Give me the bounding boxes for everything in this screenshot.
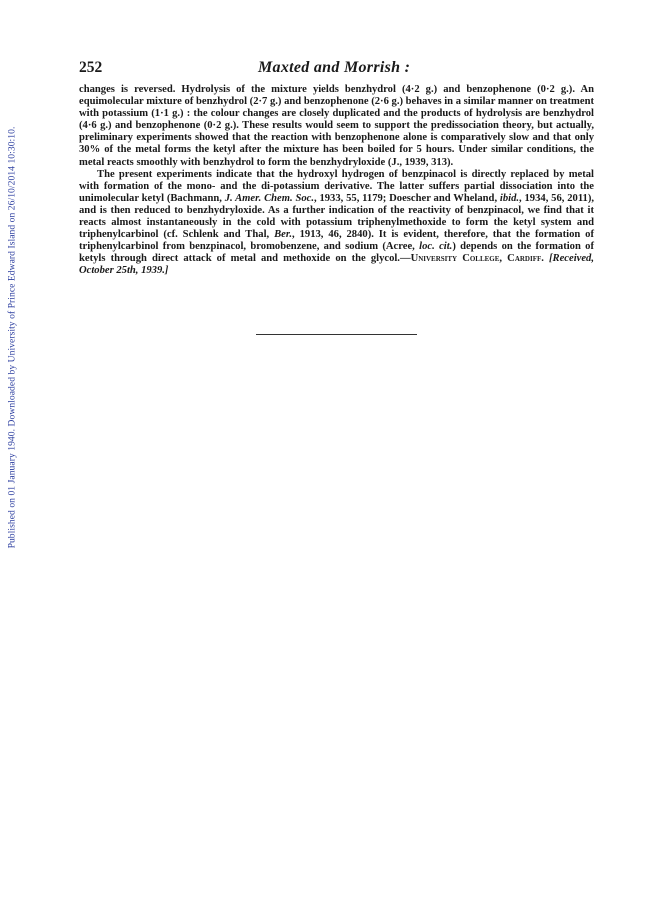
page-number: 252 [79, 59, 103, 76]
journal-ref-4: loc. cit. [419, 241, 453, 253]
paragraph-2-text-5: ) depends on the formation of ketyls through direct attack of metal and methoxide on the glycol.— [79, 241, 595, 265]
received-date: [Received, October 25th, 1939.] [79, 253, 594, 277]
paragraph-2 [79, 169, 594, 278]
journal-ref-1: J. Amer. Chem. Soc. [224, 192, 314, 204]
article-body [79, 84, 594, 278]
paragraph-2-text-4: , 1913, 46, 2840). It is evident, therefore, that the formation of triphenylcarbinol from benzpinacol, bromobenzene, and sodium (Acree, [79, 229, 594, 253]
running-head: Maxted and Morrish : [258, 59, 411, 76]
paragraph-2-text-2: , 1933, 55, 1179; Doescher and Wheland, [314, 192, 500, 204]
download-notice [4, 97, 20, 577]
affiliation: University College, Cardiff. [410, 253, 544, 265]
paragraph-1-text: changes is reversed. Hydrolysis of the mixture yields benzhydrol (4·2 g.) and benzophenone (0·2 g.). An equimolecular mixture of benzhydrol (2·7 g.) and benzophenone (2·6 g.) behaves in a similar manner on treatment with potassium (1·1 g.) : the colour changes are closely duplicated and the products of hydrolysis are benzhydrol (4·6 g.) and benzophenone (0·2 g.). These results would seem to support the predissociation theory, but actually, preliminary experiments showed that the reaction with benzophenone alone is comparatively slow and that only 30% of the metal forms the ketyl after the mixture has been boiled for 5 hours. Under similar conditions, the metal reacts smoothly with benzhydrol to form the benzhydryloxide (J., 1939, 313). [79, 84, 594, 168]
paragraph-2-text-3: , 1934, 56, 2011), and is then reduced to benzhydryloxide. As a further indication of the reactivity of benzpinacol, we find that it reacts almost instantaneously in the cold with potassium triphenylmethoxide to form the ketyl system and triphenylcarbinol (cf. Schlenk and Thal, [79, 192, 595, 241]
download-notice-text: Published on 01 January 1940. Downloaded by University of Prince Edward Island on 26/10/2014 10:30:10. [6, 126, 18, 548]
journal-ref-2: ibid. [499, 192, 520, 204]
paragraph-2-text-1: The present experiments indicate that the hydroxyl hydrogen of benzpinacol is directly replaced by metal with formation of the mono- and the di-potassium derivative. The latter suffers partial dissociation into the unimolecular ketyl (Bachmann, [79, 168, 594, 204]
end-rule [256, 334, 417, 335]
paragraph-1 [79, 84, 594, 169]
journal-ref-3: Ber. [274, 229, 293, 241]
